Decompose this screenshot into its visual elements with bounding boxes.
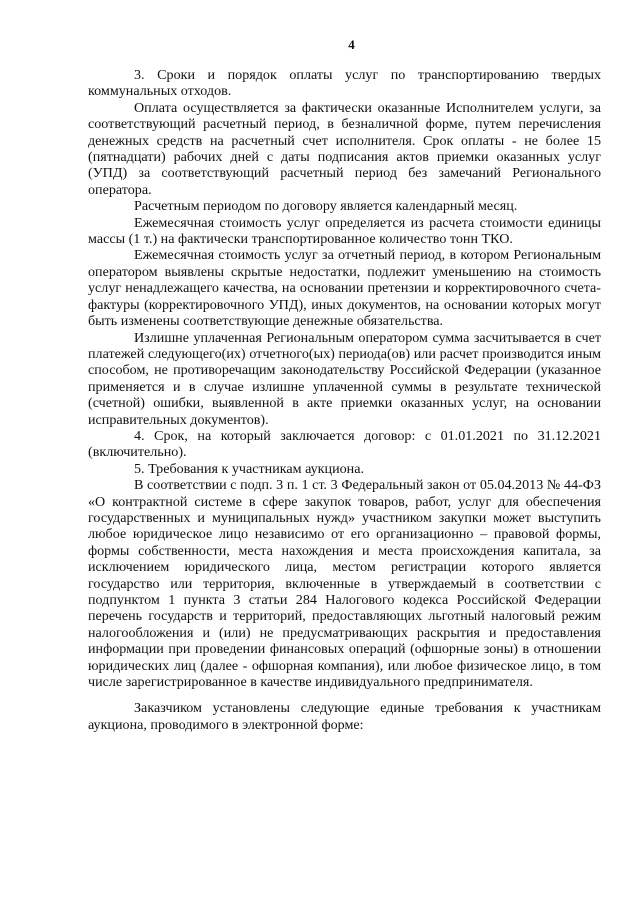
paragraph-billing-period: Расчетным периодом по договору является календарный месяц. <box>134 198 518 215</box>
paragraph-requirements-intro: Заказчиком установлены следующие единые требования к участникам аукциона, проводимого в электронной форме: <box>88 700 601 733</box>
paragraph-section-5-title: 5. Требования к участникам аукциона. <box>134 460 364 477</box>
paragraph-participant-eligibility: В соответствии с подп. 3 п. 1 ст. 3 Федеральный закон от 05.04.2013 № 44-ФЗ «О контрактной системе в сфере закупок товаров, работ, услуг для обеспечения государственных и муниципальных нужд» участником закупки может выступить любое юридическое лицо независимо от его организационно – правовой формы, формы собственности, места нахождения и места происхождения капитала, за исключением юридического лица, местом регистрации которого является государство или территория, включенные в утверждаемый в соответствии с подпунктом 1 пункта 3 статьи 284 Налогового кодекса Российской Федерации перечень государств и территорий, предоставляющих льготный налоговый режим налогообложения и (или) не предусматривающих раскрытия и предоставления информации при проведении финансовых операций (офшорные зоны) в отношении юридических лиц (далее - офшорная компания), или любое физическое лицо, в том числе зарегистрированное в качестве индивидуального предпринимателя. <box>88 477 601 691</box>
paragraph-overpayment: Излишне уплаченная Региональным оператором сумма засчитывается в счет платежей следующего(их) отчетного(ых) периода(ов) или расчет производится иным способом, не противоречащим законодательству Российской Федерации (указанное применяется и в случае излишне уплаченной суммы в результате технической (счетной) ошибки, выявленной в акте приемки оказанных услуг, на основании исправительных документов). <box>88 329 601 428</box>
paragraph-section-3-title: 3. Сроки и порядок оплаты услуг по транспортированию твердых коммунальных отходов. <box>88 67 601 100</box>
paragraph-cost-reduction: Ежемесячная стоимость услуг за отчетный период, в котором Региональным оператором выявлены скрытые недостатки, подлежит уменьшению на стоимость услуг ненадлежащего качества, на основании претензии и корректировочного счета-фактуры (корректировочного УПД), иных документов, на основании которых могут быть изменены соответствующие денежные обязательства. <box>88 247 601 330</box>
paragraph-contract-term: 4. Срок, на который заключается договор: с 01.01.2021 по 31.12.2021 (включительно). <box>88 427 601 461</box>
paragraph-monthly-cost: Ежемесячная стоимость услуг определяется из расчета стоимости единицы массы (1 т.) на фактически транспортированное количество тонн ТКО. <box>88 214 601 248</box>
paragraph-payment-terms: Оплата осуществляется за фактически оказанные Исполнителем услуги, за соответствующий расчетный период, в безналичной форме, путем перечисления денежных средств на расчетный счет исполнителя. Срок оплаты - не более 15 (пятнадцати) рабочих дней с даты подписания актов приемки оказанных услуг (УПД) за соответствующий расчетный период без замечаний Регионального оператора. <box>88 99 601 198</box>
page-number: 4 <box>348 37 355 52</box>
